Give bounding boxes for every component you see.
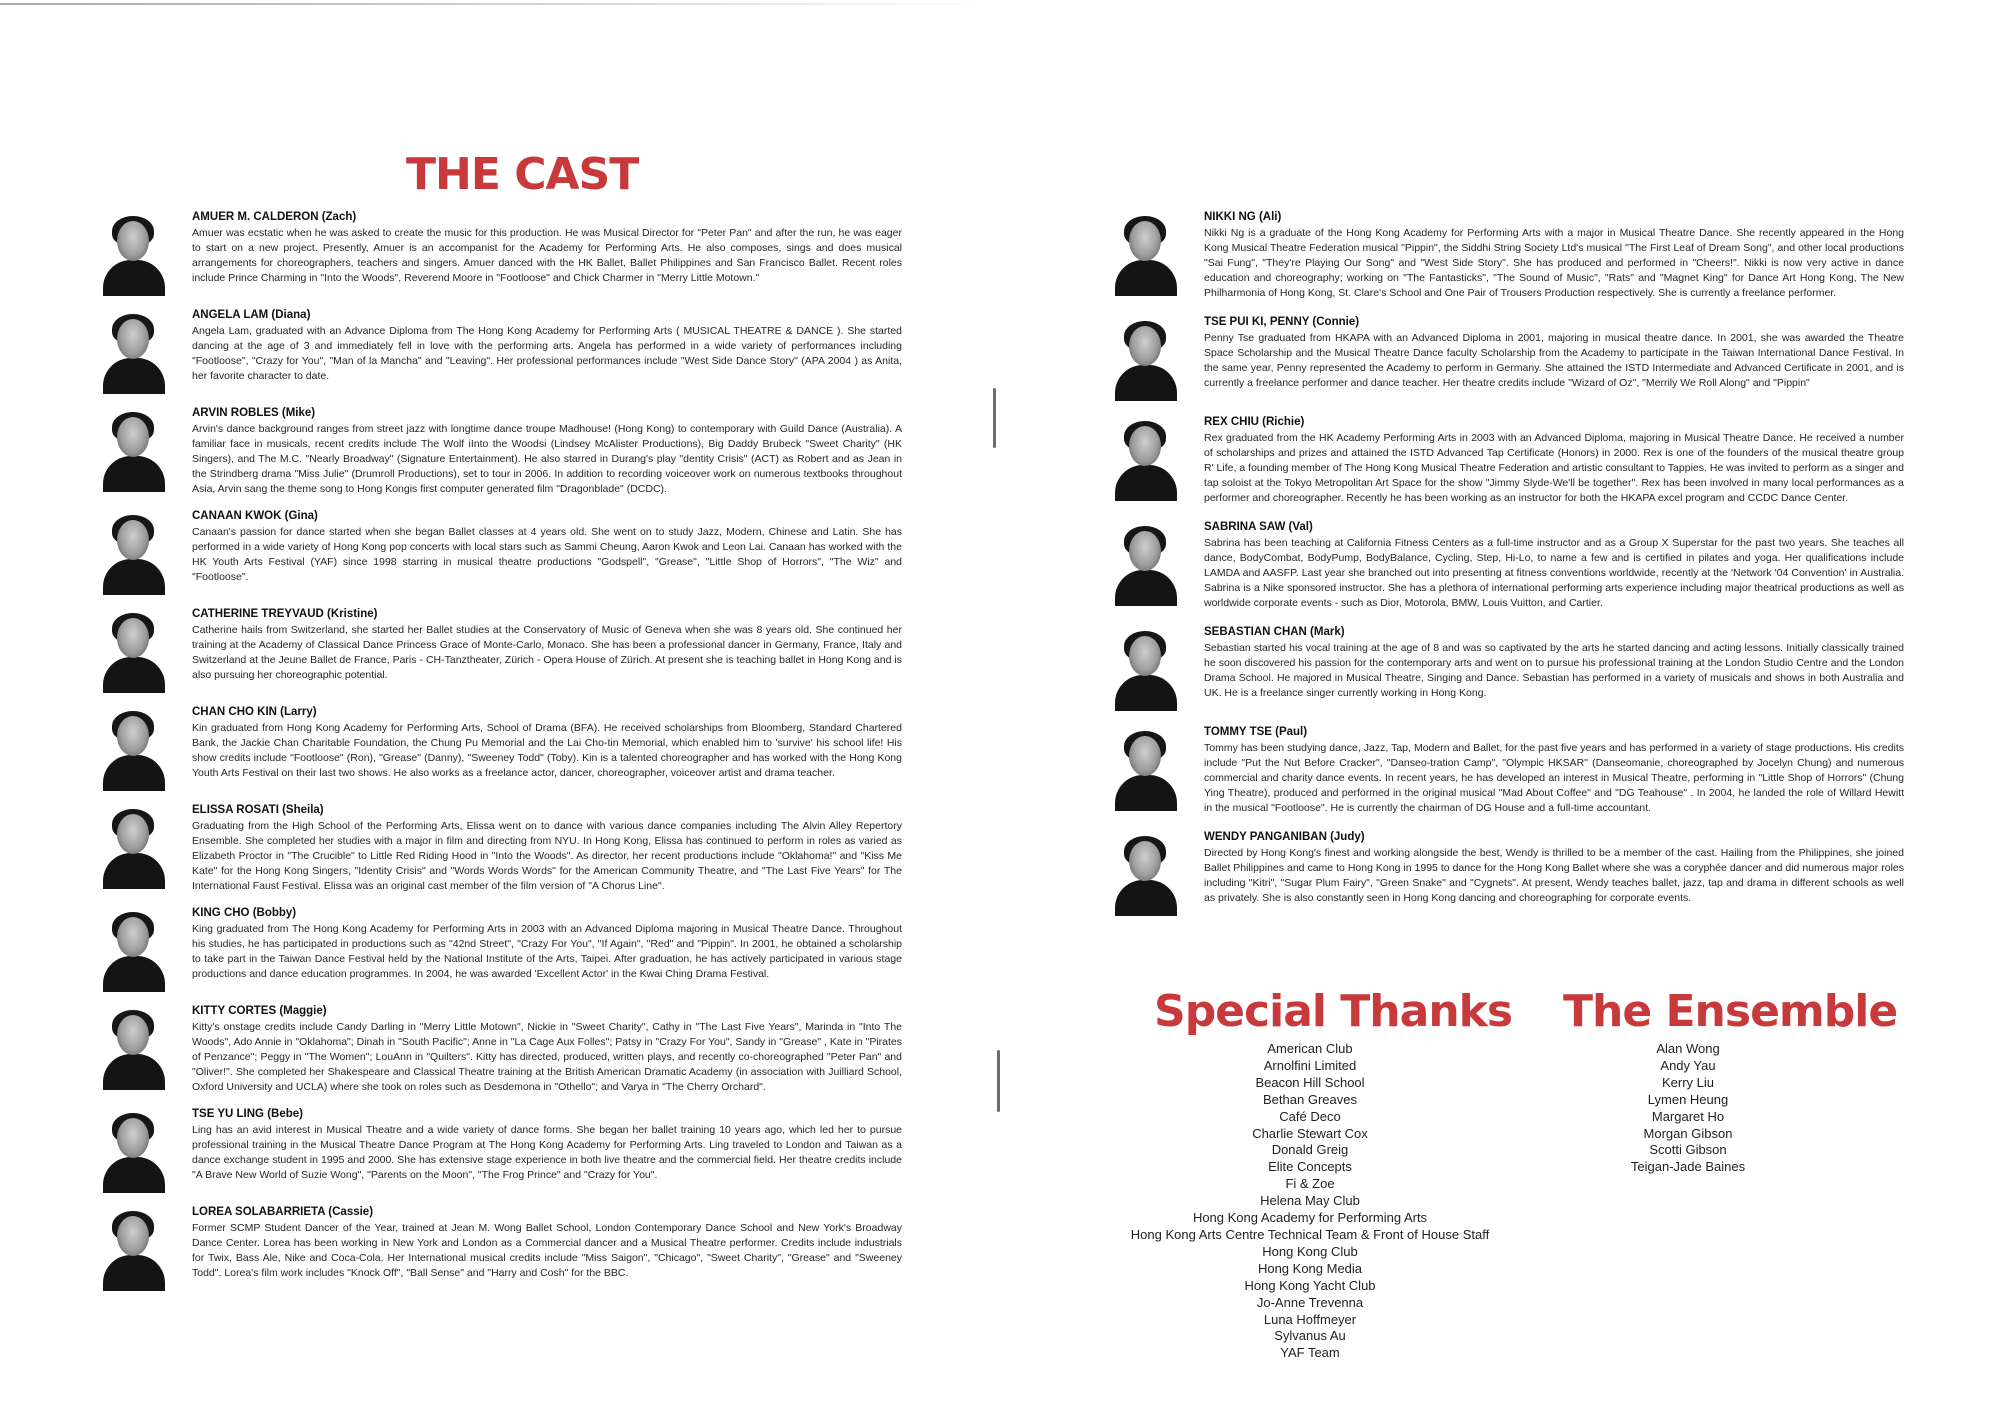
cast-member-text bbox=[1204, 725, 1904, 816]
special-thanks-title: Special Thanks bbox=[1154, 986, 1513, 1037]
cast-member-text bbox=[1204, 830, 1904, 906]
cast-member-bio: Canaan's passion for dance started when she began Ballet classes at 4 years old. She went on to study Jazz, Modern, Chinese and Latin. She has performed in a wide variety of Hong Kong pop concerts with local stars such as Sammi Cheung, Aaron Kwok and Leon Lai. Canaan has worked with the HK Youth Arts Festival (YAF) since 1998 starring in musical theatre productions "Godspell", "Grease", "Little Shop of Horrors", "The Wiz" and "Footloose". bbox=[192, 526, 902, 583]
cast-member-photo bbox=[1112, 216, 1180, 296]
cast-member-text bbox=[192, 406, 902, 497]
cast-member-photo bbox=[100, 216, 168, 296]
cast-member-bio: Amuer was ecstatic when he was asked to create the music for this production. He was Musical Director for "Peter Pan" and after the run, he was eager to start on a new project. Presently, Amuer is an accompanist for the Academy for Performing Arts. He also composes, sings and does musical arrangements for choreographers, teachers and singers. Amuer danced with the HK Ballet, Ballet Philippines and San Francisco Ballet. Recent roles include Prince Charming in "Into the Woods", Reverend Moore in "Footloose" and Chick Charmer in "Merry Little Motown." bbox=[192, 227, 902, 284]
special-thanks-item: Helena May Club bbox=[1260, 1193, 1360, 1209]
cast-member-bio: Arvin's dance background ranges from street jazz with longtime dance troupe Madhouse! (Hong Kong) to contemporary with Guild Dance (Australia). A familiar face in musicals, recent credits include The Wolf iInto the Woodsi (Lindsey McAlister Productions), Big Daddy Brubeck "Sweet Charity" (HK Singers), and The M.C. "Nearly Broadway" (Signature Entertainment). He also starred in Durang's play "dentity Crisis" (ACT) as Robert and as Jean in the Strindberg drama "Miss Julie" (Drumroll Productions), set to tour in 2006. In addition to recording voiceover work on numerous textbooks throughout Asia, Arvin sang the theme song to Hong Kongis first computer generated film "Dragonblade" (DCDC). bbox=[192, 423, 902, 495]
photo-head bbox=[117, 1015, 149, 1055]
cast-member-name: CATHERINE TREYVAUD (Kristine) bbox=[192, 608, 378, 620]
cast-member-text bbox=[192, 210, 902, 286]
cast-member-text bbox=[192, 509, 902, 585]
cast-member-name: ARVIN ROBLES (Mike) bbox=[192, 407, 316, 419]
photo-head bbox=[117, 618, 149, 658]
special-thanks-item: Sylvanus Au bbox=[1274, 1328, 1346, 1344]
cast-member-entry bbox=[1112, 210, 1904, 301]
cast-member-text bbox=[192, 308, 902, 384]
cast-member-photo bbox=[100, 711, 168, 791]
center-fold-mark-lower bbox=[997, 1050, 1000, 1112]
cast-member-photo bbox=[100, 613, 168, 693]
cast-member-photo bbox=[100, 412, 168, 492]
special-thanks-item: YAF Team bbox=[1280, 1345, 1340, 1361]
photo-head bbox=[117, 716, 149, 756]
cast-member-entry bbox=[1112, 725, 1904, 816]
cast-member-name: REX CHIU (Richie) bbox=[1204, 416, 1305, 428]
cast-member-name: TOMMY TSE (Paul) bbox=[1204, 726, 1308, 738]
cast-member-entry bbox=[100, 906, 902, 992]
cast-member-photo bbox=[1112, 421, 1180, 501]
cast-member-name: WENDY PANGANIBAN (Judy) bbox=[1204, 831, 1365, 843]
photo-head bbox=[117, 814, 149, 854]
cast-member-entry bbox=[1112, 315, 1904, 401]
photo-body bbox=[1115, 260, 1177, 296]
photo-head bbox=[117, 221, 149, 261]
cast-member-entry bbox=[1112, 415, 1904, 506]
cast-member-bio: Rex graduated from the HK Academy Performing Arts in 2003 with an Advanced Diploma, majoring in Musical Theatre Dance. He received a number of scholarships and prizes and attained the ISTD Advanced Tap Certificate (Honors) in 2000. Rex is one of the founders of the musical theatre group R' Life, a founding member of The Hong Kong Musical Theatre Federation and artistic consultant to Tappies. He was invited to perform as a singer and tap soloist at the Tokyo Metropolitan Art Space for the show "Jimmy Slyde-We'll be together". Rex has been involved in many local performances as a performer and choreographer. Recently he has been working as an instructor for both the HKAPA excel program and CCDC Dance Center. bbox=[1204, 432, 1904, 504]
ensemble-member: Lymen Heung bbox=[1647, 1091, 1729, 1107]
photo-body bbox=[103, 456, 165, 492]
cast-member-name: KITTY CORTES (Maggie) bbox=[192, 1005, 327, 1017]
cast-member-text bbox=[192, 906, 902, 982]
cast-member-name: KING CHO (Bobby) bbox=[192, 907, 297, 919]
cast-member-bio: Ling has an avid interest in Musical Theatre and a wide variety of dance forms. She began her ballet training 10 years ago, which led her to pursue professional training in the Musical Theatre Dance Program at The Hong Kong Academy for Performing Arts. Ling traveled to London and Taiwan as a dance exchange student in 1995 and 2000. She has extensive stage experience in both live theatre and the commercial field. Her theatre credits include "A Brave New World of Suzie Wong", "Parents on the Moon", "The Frog Prince" and "Crazy for You". bbox=[192, 1124, 902, 1181]
cast-member-text bbox=[1204, 315, 1904, 391]
photo-body bbox=[1115, 465, 1177, 501]
cast-member-photo bbox=[100, 515, 168, 595]
cast-member-entry bbox=[1112, 830, 1904, 916]
photo-head bbox=[1129, 736, 1161, 776]
special-thanks-item: Jo-Anne Trevenna bbox=[1256, 1294, 1364, 1310]
photo-body bbox=[103, 1255, 165, 1291]
cast-member-photo bbox=[1112, 631, 1180, 711]
cast-column-right bbox=[1112, 210, 1904, 930]
photo-body bbox=[103, 559, 165, 595]
ensemble-member: Morgan Gibson bbox=[1643, 1125, 1733, 1141]
cast-member-name: CHAN CHO KIN (Larry) bbox=[192, 706, 317, 718]
cast-member-name: TSE PUI KI, PENNY (Connie) bbox=[1204, 316, 1360, 328]
cast-member-name: NIKKI NG (Ali) bbox=[1204, 211, 1282, 223]
special-thanks-item: Fi & Zoe bbox=[1285, 1176, 1335, 1192]
cast-member-bio: Penny Tse graduated from HKAPA with an Advanced Diploma in 2001, majoring in musical theatre dance. In 2001, she was awarded the Theatre Space Scholarship and the Musical Theatre Dance faculty Scholarship from the Academy to participate in the Taiwan International Dance Festival. In the same year, Penny represented the Academy to perform in Germany. She attained the ISTD Intermediate and Advanced Certificate in 2001, and is currently a freelance performer and dance teacher. Her theatre credits include "Wizard of Oz", "Merrily We Roll Along" and "Pippin" bbox=[1204, 332, 1904, 389]
cast-member-bio: Directed by Hong Kong's finest and working alongside the best, Wendy is thrilled to be a member of the cast. Hailing from the Philippines, she joined Ballet Philippines and came to Hong Kong in 1995 to dance for the Hong Kong Ballet where she was a coryphée dancer and did numerous major roles including "Kitri", "Sugar Plum Fairy", "Green Snake" and "Cygnets". At present, Wendy teaches ballet, jazz, tap and drama in different schools as well as privately. She is also constantly seen in Hong Kong dancing and choreographing for corporate events. bbox=[1204, 847, 1904, 904]
ensemble-member: Scotti Gibson bbox=[1649, 1142, 1727, 1158]
cast-member-bio: Tommy has been studying dance, Jazz, Tap, Modern and Ballet, for the past five years and has performed in a variety of stage productions. His credits include "Put the Nut Before Cracker", "Danseo-tration Camp", "Olympic HKSAR" (Danseomanie, choreographed by Jocelyn Chung) and numerous commercial and charity dance events. In recent years, he has developed an interest in Musical Theatre, performing in "Little Shop of Horrors" (Chung Ying Theatre), produced and performed in the original musical "Mad About Coffee" and "DG Teahouse" . In 2004, he landed the role of Willard Hewitt in the musical "Footloose". He is currently the chairman of DG House and a full-time accountant. bbox=[1204, 742, 1904, 814]
special-thanks-item: Beacon Hill School bbox=[1255, 1074, 1365, 1090]
cast-member-text bbox=[1204, 415, 1904, 506]
scan-edge-line bbox=[0, 3, 1000, 5]
photo-body bbox=[1115, 365, 1177, 401]
special-thanks-item: Hong Kong Media bbox=[1257, 1260, 1363, 1276]
cast-member-entry bbox=[100, 1205, 902, 1291]
cast-member-bio: Nikki Ng is a graduate of the Hong Kong Academy for Performing Arts with a major in Musical Theatre Dance. She recently appeared in the Hong Kong Musical Theatre Federation musical "Pippin", the Siddhi String Society Ltd's musical "The First Leaf of Dream Song", and other local productions "Sai Fung", "They're Playing Our Song" and "West Side Story". She has produced and performed in "Cheers!". Nikki is now very active in dance education and choreography; working on "The Fantasticks", "The Sound of Music", "Rats" and "Magnet King" for Dance Art Hong Kong, The New Philharmonia of Hong Kong, St. Clare's School and One Pair of Trousers Production respectively. She is currently a freelance performer. bbox=[1204, 227, 1904, 299]
cast-member-name: LOREA SOLABARRIETA (Cassie) bbox=[192, 1206, 374, 1218]
cast-member-name: SEBASTIAN CHAN (Mark) bbox=[1204, 626, 1345, 638]
photo-head bbox=[117, 1216, 149, 1256]
photo-head bbox=[1129, 426, 1161, 466]
photo-body bbox=[1115, 880, 1177, 916]
ensemble-member: Teigan-Jade Baines bbox=[1630, 1159, 1746, 1175]
photo-body bbox=[103, 657, 165, 693]
ensemble-member: Margaret Ho bbox=[1651, 1108, 1725, 1124]
cast-member-name: ELISSA ROSATI (Sheila) bbox=[192, 804, 324, 816]
special-thanks-item: Hong Kong Academy for Performing Arts bbox=[1192, 1210, 1428, 1226]
ensemble-member: Kerry Liu bbox=[1661, 1074, 1715, 1090]
cast-member-bio: King graduated from The Hong Kong Academy for Performing Arts in 2003 with an Advanced Diploma majoring in Musical Theatre Dance. Throughout his studies, he has participated in productions such as "42nd Street", "Crazy For You", "If Again", "Red" and "Pippin". In 2001, he obtained a scholarship to take part in the Taiwan Dance Festival held by the National Institute of the Arts, Taipei. After graduation, he has actively participated in various stage productions and dance education programmes. In 2004, he was awarded 'Excellent Actor' in the Kwai Ching Drama Festival. bbox=[192, 923, 902, 980]
cast-member-photo bbox=[1112, 731, 1180, 811]
cast-member-entry bbox=[100, 308, 902, 394]
cast-member-entry bbox=[1112, 520, 1904, 611]
photo-body bbox=[103, 853, 165, 889]
cast-column-left bbox=[100, 210, 902, 1303]
cast-member-text bbox=[192, 705, 902, 781]
cast-member-photo bbox=[100, 1010, 168, 1090]
cast-member-photo bbox=[1112, 321, 1180, 401]
cast-member-bio: Angela Lam, graduated with an Advance Diploma from The Hong Kong Academy for Performing Arts ( MUSICAL THEATRE & DANCE ). She started dancing at the age of 3 and immediately fell in love with the performing arts. Angela has performed in a wide variety of performances including "Footloose", "Crazy for You", "Man of la Mancha" and "Leaving". Her professional performances include "West Side Dance Story" (APA 2004 ) as Anita, her favorite character to date. bbox=[192, 325, 902, 382]
special-thanks-item: Hong Kong Arts Centre Technical Team & Front of House Staff bbox=[1130, 1226, 1490, 1242]
cast-member-photo bbox=[1112, 526, 1180, 606]
photo-head bbox=[1129, 531, 1161, 571]
special-thanks-item: Luna Hoffmeyer bbox=[1263, 1311, 1357, 1327]
cast-member-photo bbox=[100, 1211, 168, 1291]
special-thanks-item: American Club bbox=[1267, 1041, 1353, 1056]
cast-member-entry bbox=[1112, 625, 1904, 711]
photo-body bbox=[103, 755, 165, 791]
cast-member-bio: Kin graduated from Hong Kong Academy for Performing Arts, School of Drama (BFA). He received scholarships from Bloomberg, Standard Chartered Bank, the Jackie Chan Charitable Foundation, the Chung Pu Memorial and the Lai Cho-tin Memorial, which enabled him to 'survive' his school life! His show credits include "Footloose" (Ron), "Grease" (Danny), "Sweeney Todd" (Toby). Kin is a talented choreographer and has worked with the Hong Kong Youth Arts Festival on their last two shows. He also works as a freelance actor, dancer, choreographer, voiceover artist and drama teacher. bbox=[192, 722, 902, 779]
cast-member-entry bbox=[100, 803, 902, 894]
photo-head bbox=[1129, 221, 1161, 261]
special-thanks-item: Charlie Stewart Cox bbox=[1252, 1125, 1368, 1141]
cast-member-photo bbox=[100, 314, 168, 394]
photo-head bbox=[1129, 636, 1161, 676]
ensemble-title: The Ensemble bbox=[1563, 986, 1898, 1037]
special-thanks-item: Hong Kong Club bbox=[1262, 1243, 1358, 1259]
cast-member-text bbox=[192, 607, 902, 683]
cast-member-bio: Sebastian started his vocal training at the age of 8 and was so captivated by the arts he started dancing and acting lessons. Initially classically trained he soon discovered his passion for the contemporary arts and went on to pursue his professional training at the London Studio Centre and the London Drama School. He majored in Musical Theatre, Singing and Dance. Sebastian has performed in a variety of musicals and shows in both Australia and UK. He is a freelance singer currently working in Hong Kong. bbox=[1204, 642, 1904, 699]
cast-member-entry bbox=[100, 210, 902, 296]
cast-member-entry bbox=[100, 1107, 902, 1193]
special-thanks-item: Elite Concepts bbox=[1268, 1159, 1352, 1175]
cast-member-text bbox=[192, 803, 902, 894]
photo-head bbox=[117, 1118, 149, 1158]
photo-body bbox=[103, 260, 165, 296]
photo-head bbox=[1129, 841, 1161, 881]
photo-body bbox=[1115, 775, 1177, 811]
cast-member-text bbox=[192, 1004, 902, 1095]
cast-member-bio: Sabrina has been teaching at California Fitness Centers as a full-time instructor and as a Group X Superstar for the past two years. She teaches all dance, BodyCombat, BodyPump, BodyBalance, Cycling, Step, Hi-Lo, to name a few and is certified in pilates and yoga. Her qualifications include LAMDA and AASFP. Last year she branched out into presenting at fitness conventions worldwide, recently at the 'Network '04 Convention' in Australia. Sabrina is a Nike sponsored instructor. She has a plethora of international performing arts experience including major theatrical productions as well as worldwide corporate events - such as Dior, Motorola, BMW, Louis Vuitton, and Cartier. bbox=[1204, 537, 1904, 609]
photo-head bbox=[1129, 326, 1161, 366]
photo-body bbox=[103, 1054, 165, 1090]
cast-member-photo bbox=[100, 1113, 168, 1193]
photo-head bbox=[117, 917, 149, 957]
photo-body bbox=[103, 956, 165, 992]
cast-member-name: ANGELA LAM (Diana) bbox=[192, 309, 311, 321]
cast-member-entry bbox=[100, 1004, 902, 1095]
photo-head bbox=[117, 417, 149, 457]
cast-member-name: SABRINA SAW (Val) bbox=[1204, 521, 1313, 533]
special-thanks-item: Bethan Greaves bbox=[1263, 1091, 1357, 1107]
cast-title: THE CAST bbox=[406, 149, 639, 200]
cast-member-text bbox=[192, 1107, 902, 1183]
cast-member-entry bbox=[100, 607, 902, 693]
cast-member-entry bbox=[100, 406, 902, 497]
cast-member-name: CANAAN KWOK (Gina) bbox=[192, 510, 318, 522]
ensemble-list bbox=[1618, 1041, 1758, 1176]
special-thanks-item: Donald Greig bbox=[1271, 1142, 1349, 1158]
cast-member-bio: Catherine hails from Switzerland, she started her Ballet studies at the Conservatory of Music of Geneva when she was 8 years old. She continued her training at the Academy of Classical Dance Princess Grace of Monte-Carlo, Monaco. She has been a professional dancer in Germany, France, Italy and Switzerland at the Jeune Ballet de France, Paris - CH-Tanztheater, Zürich - Opera House of Zürich. At present she is teaching ballet in Hong Kong and is also pursuing her choreographic potential. bbox=[192, 624, 902, 681]
photo-body bbox=[1115, 570, 1177, 606]
cast-member-bio: Former SCMP Student Dancer of the Year, trained at Jean M. Wong Ballet School, London Contemporary Dance School and New York's Broadway Dance Center. Lorea has been working in New York and London as a Commercial dancer and a Musical Theatre performer. Credits include industrials for Twix, Bass Ale, Nike and Coca-Cola. Her International musical credits include "Miss Saigon", "Chicago", "Sweet Charity", "Grease" and "Sweeney Todd". Lorea's film work includes "Knock Off", "Ball Sense" and "Harry and Cosh" for the BBC. bbox=[192, 1222, 902, 1279]
photo-body bbox=[1115, 675, 1177, 711]
center-fold-mark-upper bbox=[993, 388, 996, 448]
cast-member-name: TSE YU LING (Bebe) bbox=[192, 1108, 303, 1120]
special-thanks-item: Café Deco bbox=[1279, 1108, 1341, 1124]
cast-member-photo bbox=[1112, 836, 1180, 916]
photo-head bbox=[117, 319, 149, 359]
cast-member-text bbox=[1204, 625, 1904, 701]
ensemble-member: Andy Yau bbox=[1660, 1057, 1716, 1073]
cast-member-text bbox=[1204, 210, 1904, 301]
special-thanks-item: Hong Kong Yacht Club bbox=[1244, 1277, 1376, 1293]
photo-body bbox=[103, 358, 165, 394]
cast-member-entry bbox=[100, 509, 902, 595]
photo-head bbox=[117, 520, 149, 560]
cast-member-text bbox=[1204, 520, 1904, 611]
cast-member-text bbox=[192, 1205, 902, 1281]
cast-member-photo bbox=[100, 912, 168, 992]
cast-member-photo bbox=[100, 809, 168, 889]
special-thanks-list bbox=[1090, 1041, 1530, 1362]
cast-member-bio: Graduating from the High School of the Performing Arts, Elissa went on to dance with various dance companies including The Alvin Alley Repertory Ensemble. She completed her studies with a major in film and directing from NYU. In Hong Kong, Elissa has continued to perform in roles as varied as Elizabeth Proctor in "The Crucible" to Little Red Riding Hood in "Into the Woods". As director, her recent productions include "Oklahoma!" and "Kiss Me Kate" for the Hong Kong Singers, "Identity Crisis" and "Words Words Words" for the American Community Theatre, and "The Last Five Years" for The International Faust Festival. Elissa was an original cast member of the film version of "A Chorus Line". bbox=[192, 820, 902, 892]
cast-member-bio: Kitty's onstage credits include Candy Darling in "Merry Little Motown", Nickie in "Sweet Charity", Cathy in "The Last Five Years", Marinda in "Into The Woods", Ado Annie in "Oklahoma"; Dinah in "South Pacific"; Anne in "La Cage Aux Folles"; Patsy in "Crazy For You", Sandy in "Grease" , Kate in "Pirates of Penzance"; Peggy in "The Women"; LouAnn in "Quilters". Kitty has directed, produced, written plays, and recently co-choreographed "Peter Pan" and "Oliver!". She completed her Shakespeare and Classical Theatre training at the British American Dramatic Academy (in association with Juilliard School, Oxford University and UCLA) where she took on roles such as Desdemona in "Othello"; and Varya in "The Cherry Orchard". bbox=[192, 1021, 902, 1093]
photo-body bbox=[103, 1157, 165, 1193]
special-thanks-item: Arnolfini Limited bbox=[1263, 1057, 1357, 1073]
cast-member-entry bbox=[100, 705, 902, 791]
ensemble-member: Alan Wong bbox=[1656, 1041, 1720, 1056]
cast-member-name: AMUER M. CALDERON (Zach) bbox=[192, 211, 357, 223]
